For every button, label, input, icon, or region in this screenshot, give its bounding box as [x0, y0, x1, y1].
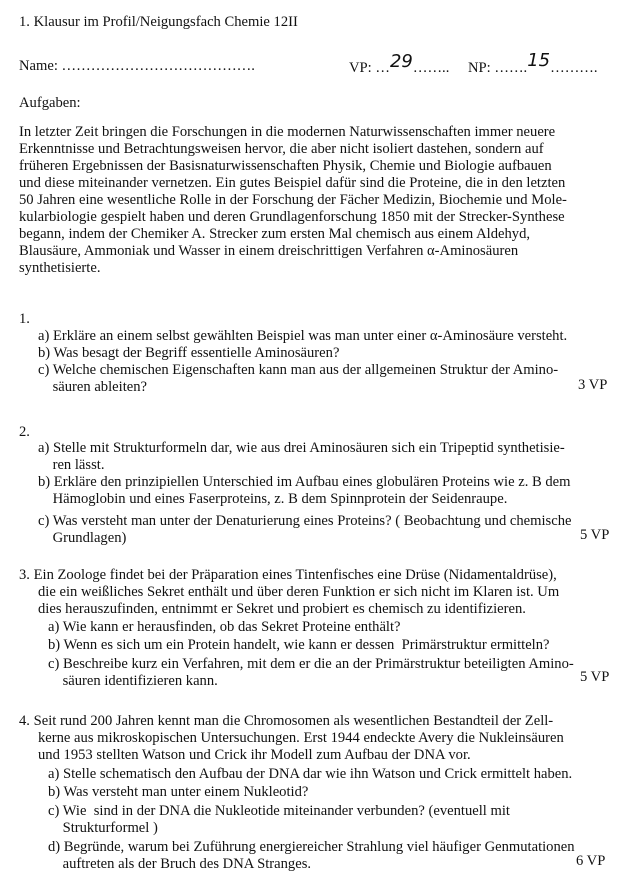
task-line: säuren ableiten? — [38, 379, 147, 395]
task-line: c) Welche chemischen Eigenschaften kann man aus der allgemeinen Struktur der Amino- — [38, 362, 559, 378]
vp-value-handwritten: 29 — [389, 51, 413, 72]
task-line: und 1953 stellten Watson und Crick ihr Modell zum Aufbau der DNA vor. — [38, 747, 471, 763]
task-points: 5 VP — [580, 669, 610, 685]
task-points: 5 VP — [580, 527, 610, 543]
task-line: c) Was versteht man unter der Denaturierung eines Proteins? ( Beobachtung und chemische — [38, 513, 572, 529]
task-line: dies herauszufinden, entnimmt er Sekret und probiert es chemisch zu identifizieren. — [38, 601, 526, 617]
task-line: a) Wie kann er herausfinden, ob das Sekret Proteine enthält? — [48, 619, 401, 635]
intro-line: synthetisierte. — [19, 260, 101, 276]
vp-label: VP: … — [349, 60, 390, 76]
name-field-label: Name: …………………………………. — [19, 58, 255, 74]
task-line: a) Stelle schematisch den Aufbau der DNA dar wie ihn Watson und Crick ermittelt haben. — [48, 766, 573, 782]
np-label: NP: ……. — [468, 60, 528, 76]
task-line: ren lässt. — [38, 457, 105, 473]
exam-title: 1. Klausur im Profil/Neigungsfach Chemie 12II — [19, 14, 298, 30]
task-line: c) Wie sind in der DNA die Nukleotide miteinander verbunden? (eventuell mit — [48, 803, 510, 819]
task-line: b) Wenn es sich um ein Protein handelt, wie kann er dessen Primärstruktur ermitteln? — [48, 637, 550, 653]
task-line: Strukturformel ) — [48, 820, 158, 836]
intro-line: früheren Ergebnissen der Basisnaturwissenschaften Physik, Chemie und Biologie aufbauen — [19, 158, 552, 174]
task-line: b) Was besagt der Begriff essentielle Aminosäuren? — [38, 345, 340, 361]
task-line: 4. Seit rund 200 Jahren kennt man die Chromosomen als wesentlichen Bestandteil der Zell- — [19, 713, 554, 729]
task-line: a) Erkläre an einem selbst gewählten Beispiel was man unter einer α-Aminosäure versteht. — [38, 328, 568, 344]
np-dots: ………. — [550, 60, 598, 76]
task-number: 1. — [19, 311, 30, 327]
intro-line: kularbiologie gespielt haben und deren Grundlagenforschung 1850 mit der Strecker-Synthese — [19, 209, 565, 225]
intro-line: In letzter Zeit bringen die Forschungen in die modernen Naturwissenschaften immer neuere — [19, 124, 556, 140]
task-line: auftreten als der Bruch des DNA Stranges. — [48, 856, 312, 872]
np-field — [468, 50, 598, 77]
task-line: Grundlagen) — [38, 530, 127, 546]
aufgaben-heading: Aufgaben: — [19, 95, 81, 111]
vp-dots: …….. — [412, 60, 450, 76]
task-line: b) Was versteht man unter einem Nukleotid? — [48, 784, 309, 800]
task-line: säuren identifizieren kann. — [48, 673, 218, 689]
task-line: d) Begründe, warum bei Zuführung energiereicher Strahlung viel häufiger Genmutationen — [48, 839, 575, 855]
task-line: b) Erkläre den prinzipiellen Unterschied im Aufbau eines globulären Proteins wie z. B dem — [38, 474, 571, 490]
task-line: kerne aus mikroskopischen Untersuchungen. Erst 1944 endeckte Avery die Nukleinsäuren — [38, 730, 564, 746]
intro-line: Erkenntnisse und Betrachtungsweisen hervor, die aber nicht isoliert dastehen, sondern auf — [19, 141, 544, 157]
intro-line: begann, indem der Chemiker A. Strecker zum ersten Mal chemisch aus einem Aldehyd, — [19, 226, 531, 242]
vp-field — [349, 51, 450, 77]
intro-line: und diese miteinander vernetzen. Ein gutes Beispiel dafür sind die Proteine, die in den letzten — [19, 175, 566, 191]
task-line: a) Stelle mit Strukturformeln dar, wie aus drei Aminosäuren sich ein Tripeptid synthetisie- — [38, 440, 565, 456]
intro-line: 50 Jahren eine wesentliche Rolle in der Forschung der Fächer Medizin, Biochemie und Mole- — [19, 192, 567, 208]
intro-line: Blausäure, Ammoniak und Wasser in einem dreischrittigen Verfahren α-Aminosäuren — [19, 243, 519, 259]
task-line: c) Beschreibe kurz ein Verfahren, mit dem er die an der Primärstruktur beteiligten Amino- — [48, 656, 574, 672]
task-line: die ein weißliches Sekret enthält und über deren Funktion er sich nicht im Klaren ist. Um — [38, 584, 560, 600]
task-number: 2. — [19, 424, 30, 440]
task-line: 3. Ein Zoologe findet bei der Präparation eines Tintenfisches eine Drüse (Nidamentaldrüse), — [19, 567, 557, 583]
task-points: 3 VP — [578, 377, 608, 393]
np-value-handwritten: 15 — [527, 50, 551, 71]
task-points: 6 VP — [576, 853, 606, 869]
task-line: Hämoglobin und eines Faserproteins, z. B dem Spinnprotein der Seidenraupe. — [38, 491, 508, 507]
